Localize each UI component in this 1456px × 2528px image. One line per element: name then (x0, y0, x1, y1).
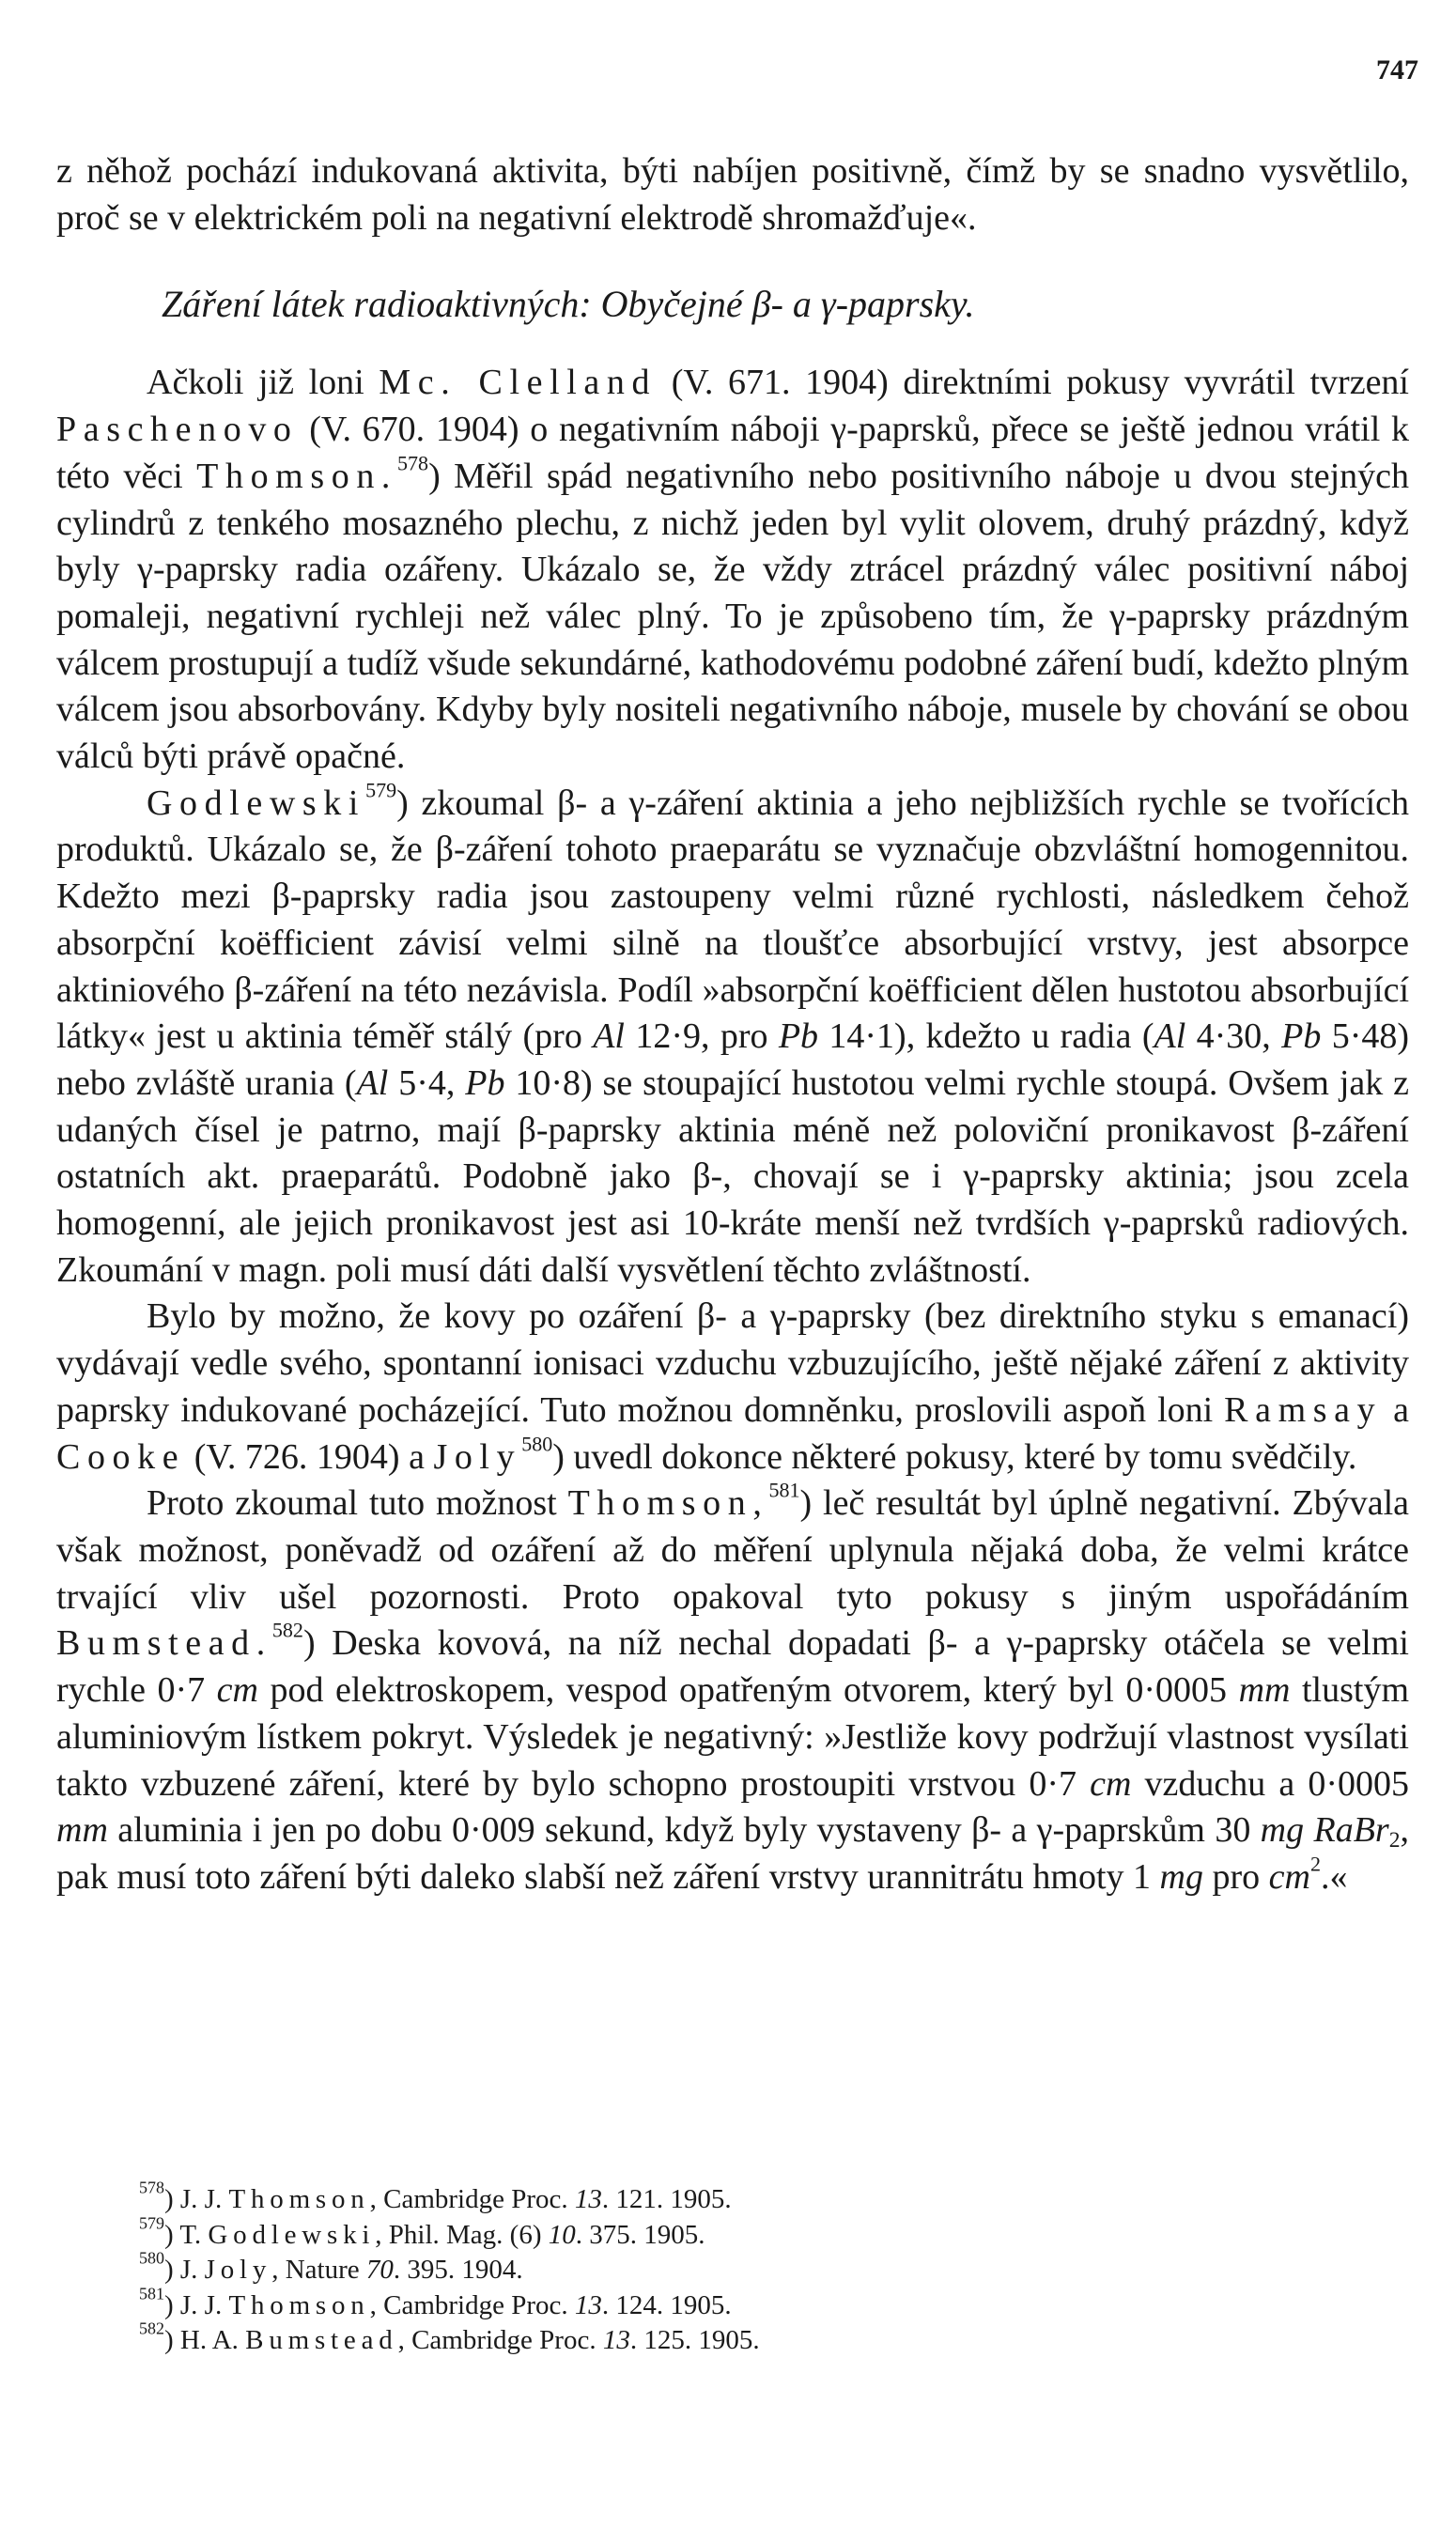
footnotes (139, 2178, 1360, 2359)
footnote: $^{582}$) H. A. Bumstead, Cambridge Proc. 13. 125. 1905. (139, 2319, 760, 2355)
paragraph-metals: Bylo by možno, že kovy po ozáření β- a γ-paprsky (bez direktního styku s emanací) vydávají vedle svého, spontanní ionisaci vzduchu vzbuzujícího, ještě nějaké záření z aktivity paprsky indukované pocházející. Tuto možnou domněnku, proslovili aspoň loni Ramsay a Cooke (V. 726. 1904) a Joly$^{580}$) uvedl dokonce některé pokusy, které by tomu svědčily. (56, 1296, 1409, 1477)
author-name: Joly (433, 1436, 522, 1477)
author-name: Mc. Clelland (379, 363, 658, 403)
page-body (56, 148, 1409, 1901)
footnote: $^{580}$) J. Joly, Nature 70. 395. 1904. (139, 2248, 523, 2285)
section-heading: Záření látek radioaktivných: Obyčejné β- a γ-paprsky. (162, 283, 975, 326)
footnote-ref: 578 (397, 451, 429, 475)
footnote: $^{578}$) J. J. Thomson, Cambridge Proc. 13. 121. 1905. (139, 2178, 732, 2214)
footnote: $^{579}$) T. Godlewski, Phil. Mag. (6) 10. 375. 1905. (139, 2213, 705, 2250)
author-name: Paschenovo (56, 410, 299, 450)
paragraph-godlewski: Godlewski$^{579}$) zkoumal β- a γ-záření aktinia a jeho nejbližších rychle se tvořících produktů. Ukázalo se, že β-záření tohoto praeparátu se vyznačuje obzvláštní homogennitou. Kdežto mezi β-paprsky radia jsou zastoupeny velmi různé rychlosti, následkem čehož absorpční koëfficient závisí velmi silně na tloušťce absorbující vrstvy, jest absorpce aktiniového β-záření na této nezávisla. Podíl »absorpční koëfficient dělen hustotou absorbující látky« jest u aktinia téměř stálý (pro Al 12·9, pro Pb 14·1), kdežto u radia (Al 4·30, Pb 5·48) nebo zvláště urania (Al 5·4, Pb 10·8) se stoupající hustotou velmi rychle stoupá. Ovšem jak z udaných čísel je patrno, mají β-paprsky aktinia méně než poloviční pronikavost β-záření ostatních akt. praeparátů. Podobně jako β-, chovají se i γ-paprsky aktinia; jsou zcela homogenní, ale jejich pronikavost jest asi 10-kráte menší než tvrdších γ-paprsků radiových. Zkoumání v magn. poli musí dáti další vysvětlení těchto zvláštností. (56, 778, 1410, 1290)
footnote-ref: 580 (521, 1431, 553, 1455)
author-name: Thomson, (567, 1483, 769, 1524)
author-name: Godlewski (147, 783, 366, 823)
footnote: $^{581}$) J. J. Thomson, Cambridge Proc. 13. 124. 1905. (139, 2284, 732, 2320)
paragraph-mcclelland: Ačkoli již loni Mc. Clelland (V. 671. 1904) direktními pokusy vyvrátil tvrzení Paschenovo (V. 670. 1904) o negativním náboji γ-paprsků, přece se ještě jednou vrátil k této věci Thomson.$^{578}$) Měřil spád negativního nebo positivního náboje u dvou stejných cylindrů z tenkého mosazného plechu, z nichž jeden byl vylit olovem, druhý prázdný, když byly γ-paprsky radia ozářeny. Ukázalo se, že vždy ztrácel prázdný válec positivní náboj pomaleji, negativní rychleji než válec plný. To je způsobeno tím, že γ-paprsky prázdným válcem prostupují a tudíž všude sekundárné, kathodovému podobné záření budí, kdežto plným válcem jsou absorbovány. Kdyby byly nositeli negativního náboje, musele by chování se obou válců býti právě opačné. (56, 363, 1410, 777)
footnote-ref: 582 (271, 1618, 303, 1642)
author-name: Bumstead. (56, 1623, 272, 1664)
footnote-ref: 579 (365, 778, 397, 802)
footnote-ref: 581 (768, 1478, 800, 1502)
page-number: 747 (1376, 54, 1418, 85)
paragraph-thomson-bumstead: Proto zkoumal tuto možnost Thomson,$^{581}$) leč resultát byl úplně negativní. Zbývala však možnost, poněvadž od ozáření až do měření uplynula nějaká doba, že velmi krátce trvající vliv ušel pozornosti. Proto opakoval tyto pokusy s jiným uspořádáním Bumstead.$^{582}$) Deska kovová, na níž nechal dopadati β- a γ-paprsky otáčela se velmi rychle 0·7 cm pod elektroskopem, vespod opatřeným otvorem, který byl 0·0005 mm tlustým aluminiovým lístkem pokryt. Výsledek je negativný: »Jestliže kovy podržují vlastnost vysílati takto vzbuzené záření, které by bylo schopno prostoupiti vrstvou 0·7 cm vzduchu a 0·0005 mm aluminia i jen po dobu 0·009 sekund, když byly vystaveny β- a γ-paprskům 30 mg RaBr$_2$, pak musí toto záření býti daleko slabší než záření vrstvy urannitrátu hmoty 1 mg pro $cm^2.«$ (56, 1478, 1410, 1897)
paragraph-continuation: z něhož pochází indukovaná aktivita, býti nabíjen positivně, čímž by se snadno vysvětlilo, proč se v elektrickém poli na negativní elektrodě shromažďuje«. (56, 151, 1409, 238)
author-name: Ramsay (1224, 1389, 1383, 1430)
author-name: Cooke (56, 1436, 186, 1477)
author-name: Thomson. (196, 456, 398, 496)
